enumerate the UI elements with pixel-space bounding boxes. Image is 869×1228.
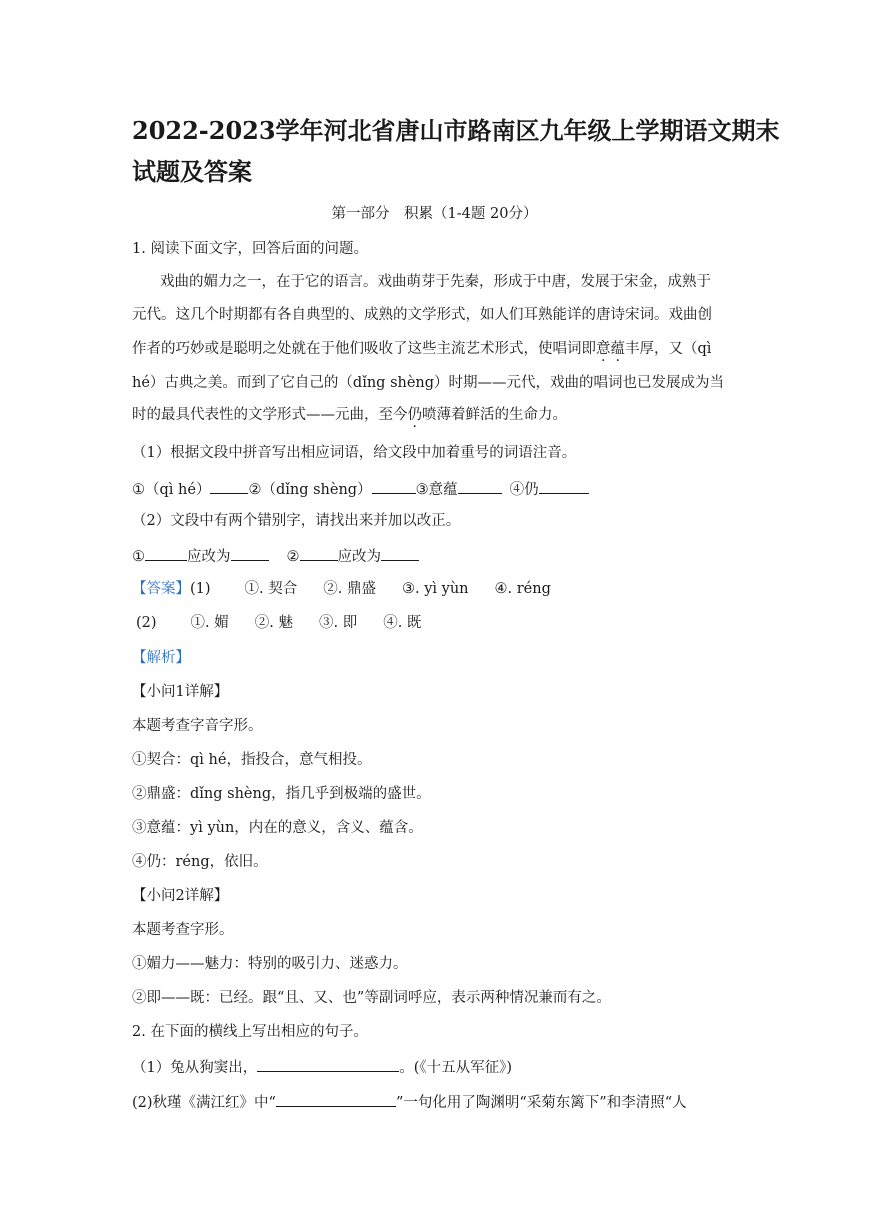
item-dingsheng: ②（dǐng shèng） (248, 482, 372, 498)
sub-2-intro: 本题考查字形。 (132, 922, 234, 938)
passage-line-4: hé）古典之美。而到了它自己的（dǐng shèng）时期——元代，戏曲的唱词也已发展成为当 (132, 375, 725, 391)
sentence-text: （1）兔从狗窦出， (132, 1060, 258, 1076)
document-title-line-2: 试题及答案 (132, 157, 252, 186)
analysis-label: 【解析】 (132, 650, 190, 666)
question-2-sub-1 (132, 1057, 512, 1077)
answer-line-2 (132, 614, 421, 632)
passage-text: 丰厚，又（qì (625, 341, 712, 357)
answer-item: ④. 既 (383, 615, 422, 631)
answer-blank[interactable] (210, 479, 248, 494)
sub-question-2-items (132, 546, 419, 566)
answer-item: ③. 即 (318, 615, 358, 631)
answer-blank[interactable] (381, 546, 419, 561)
passage-line-2: 元代。这几个时期都有各自典型的、成熟的文学形式，如人们耳熟能详的唐诗宋词。戏曲创 (132, 307, 712, 323)
item-correction-label: 应改为 (337, 549, 381, 565)
sub-2-detail-heading: 【小问2详解】 (132, 888, 229, 904)
answer-blank[interactable] (372, 479, 416, 494)
explanation-yiyun: ③意蕴：yì yùn，内在的意义，含义、蕴含。 (132, 820, 423, 836)
answer-part-1: (1) (190, 581, 211, 597)
document-title-line-1: 2022-2023学年河北省唐山市路南区九年级上学期语文期末 (132, 116, 780, 145)
explanation-reng: ④仍：réng，依旧。 (132, 854, 268, 870)
question-1-prompt: 1. 阅读下面文字，回答后面的问题。 (132, 241, 368, 257)
explanation-qihe: ①契合：qì hé，指投合，意气相投。 (132, 752, 372, 768)
item-correction-label: 应改为 (187, 549, 231, 565)
passage-text: 作者的巧妙或是聪明之处就在于他们吸收了这些主流艺术形式，使唱词即 (132, 341, 596, 357)
emphasis-char-yi: 意 (596, 341, 611, 357)
item-yiyun: ③意蕴 (415, 482, 458, 498)
sub-question-1-prompt: （1）根据文段中拼音写出相应词语，给文段中加着重号的词语注音。 (132, 445, 577, 461)
passage-line-1: 戏曲的媚力之一，在于它的语言。戏曲萌芽于先秦，形成于中唐，发展于宋金，成熟于 (160, 274, 711, 290)
section-heading: 第一部分 积累（1-4题 20分） (331, 206, 538, 222)
question-2-sub-2 (132, 1092, 687, 1112)
answer-item: ③. yì yùn (401, 581, 469, 597)
item-reng: ④仍 (509, 482, 539, 498)
passage-line-3 (132, 340, 711, 358)
answer-blank[interactable] (231, 546, 269, 561)
question-2-prompt: 2. 在下面的横线上写出相应的句子。 (132, 1024, 368, 1040)
answer-blank[interactable] (539, 479, 589, 494)
answer-blank[interactable] (276, 1092, 396, 1107)
sentence-text: ”一句化用了陶渊明“采菊东篱下”和李清照“人 (395, 1095, 687, 1111)
sentence-source: 。(《十五从军征》) (399, 1060, 513, 1076)
answer-blank[interactable] (257, 1057, 399, 1072)
item-error-1: ① (132, 549, 145, 565)
emphasis-char-yun: 蕴 (610, 341, 625, 357)
answer-item: ②. 鼎盛 (323, 581, 376, 597)
answer-item: ①. 媚 (190, 615, 229, 631)
passage-line-5 (132, 406, 567, 424)
emphasis-char-reng: 仍 (407, 407, 422, 423)
answer-item: ②. 魅 (254, 615, 293, 631)
sentence-text: (2)秋瑾《满江红》中“ (132, 1095, 276, 1111)
answer-part-2: (2) (136, 615, 157, 631)
explanation-meili: ①媚力——魅力：特别的吸引力、迷惑力。 (132, 956, 408, 972)
sub-question-1-items (132, 479, 589, 499)
item-qihe: ①（qì hé） (132, 482, 211, 498)
passage-text: 喷薄着鲜活的生命力。 (422, 407, 567, 423)
answer-blank[interactable] (458, 479, 502, 494)
sub-question-2-prompt: （2）文段中有两个错别字，请找出来并加以改正。 (132, 513, 461, 529)
passage-text: 时的最具代表性的文学形式——元曲，至今 (132, 407, 408, 423)
explanation-dingsheng: ②鼎盛：dǐng shèng，指几乎到极端的盛世。 (132, 786, 431, 802)
answer-item: ④. réng (494, 581, 551, 597)
answer-item: ①. 契合 (244, 581, 298, 597)
sub-1-detail-heading: 【小问1详解】 (132, 684, 229, 700)
explanation-jiji: ②即——既：已经。跟“且、又、也”等副词呼应，表示两种情况兼而有之。 (132, 990, 611, 1006)
answer-label: 【答案】 (132, 581, 190, 597)
answer-line-1 (132, 580, 551, 598)
answer-blank[interactable] (145, 546, 187, 561)
answer-blank[interactable] (300, 546, 338, 561)
sub-1-intro: 本题考查字音字形。 (132, 718, 263, 734)
item-error-2: ② (286, 549, 300, 565)
